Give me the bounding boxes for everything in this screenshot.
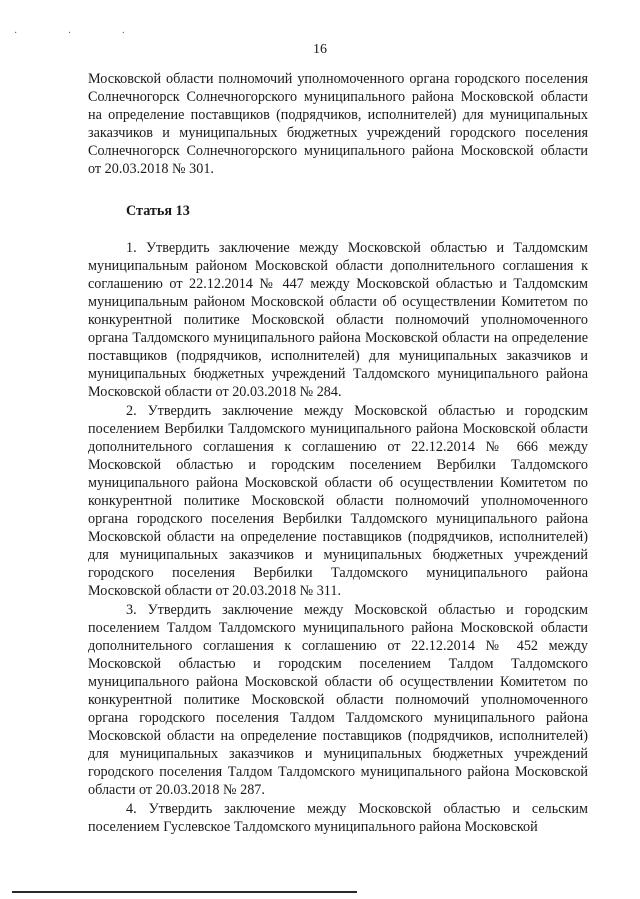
paragraph-2: 2. Утвердить заключение между Московской областью и городским поселением Вербилки Талдомского муниципального района Московской области дополнительного соглашения к соглашению от 22.12.2014 № 666 между Московской областью и городским поселением Вербилки Талдомского муниципального района Московской области об осуществлении Комитетом по конкурентной политике Московской области полномочий уполномоченного органа городского поселения Вербилки Талдомского муниципального района Московской области на определение поставщиков (подрядчиков, исполнителей) для муниципальных заказчиков и муниципальных бюджетных учреждений городского поселения Вербилки Талдомского муниципального района Московской области от 20.03.2018 № 311. (88, 402, 588, 600)
scan-marks: · · · (14, 28, 149, 39)
paragraph-1: 1. Утвердить заключение между Московской областью и Талдомским муниципальным районом Московской области дополнительного соглашения к соглашению от 22.12.2014 № 447 между Московской областью и Талдомским муниципальным районом Московской области об осуществлении Комитетом по конкурентной политике Московской области полномочий уполномоченного органа Талдомского муниципального района Московской области на определение поставщиков (подрядчиков, исполнителей) для муниципальных заказчиков и муниципальных бюджетных учреждений Талдомского муниципального района Московской области от 20.03.2018 № 284. (88, 239, 588, 401)
continuation-paragraph: Московской области полномочий уполномоченного органа городского поселения Солнечногорск Солнечногорского муниципального района Московской области на определение поставщиков (подрядчиков, исполнителей) для муниципальных заказчиков и муниципальных бюджетных учреждений городского поселения Солнечногорск Солнечногорского муниципального района Московской области от 20.03.2018 № 301. (88, 71, 588, 178)
page-number: 16 (313, 42, 327, 57)
article-heading: Статья 13 (126, 202, 190, 219)
document-body (88, 70, 588, 836)
paragraph-4: 4. Утвердить заключение между Московской областью и сельским поселением Гуслевское Талдомского муниципального района Московской (88, 800, 588, 835)
footer-rule (12, 891, 357, 893)
paragraph-3: 3. Утвердить заключение между Московской областью и городским поселением Талдом Талдомского муниципального района Московской области дополнительного соглашения к соглашению от 22.12.2014 № 452 между Московской областью и городским поселением Талдом Талдомского муниципального района Московской области об осуществлении Комитетом по конкурентной политике Московской области полномочий уполномоченного органа городского поселения Талдом Талдомского муниципального района Московской области на определение поставщиков (подрядчиков, исполнителей) для муниципальных заказчиков и муниципальных бюджетных учреждений городского поселения Талдом Талдомского муниципального района Московской области от 20.03.2018 № 287. (88, 601, 588, 799)
